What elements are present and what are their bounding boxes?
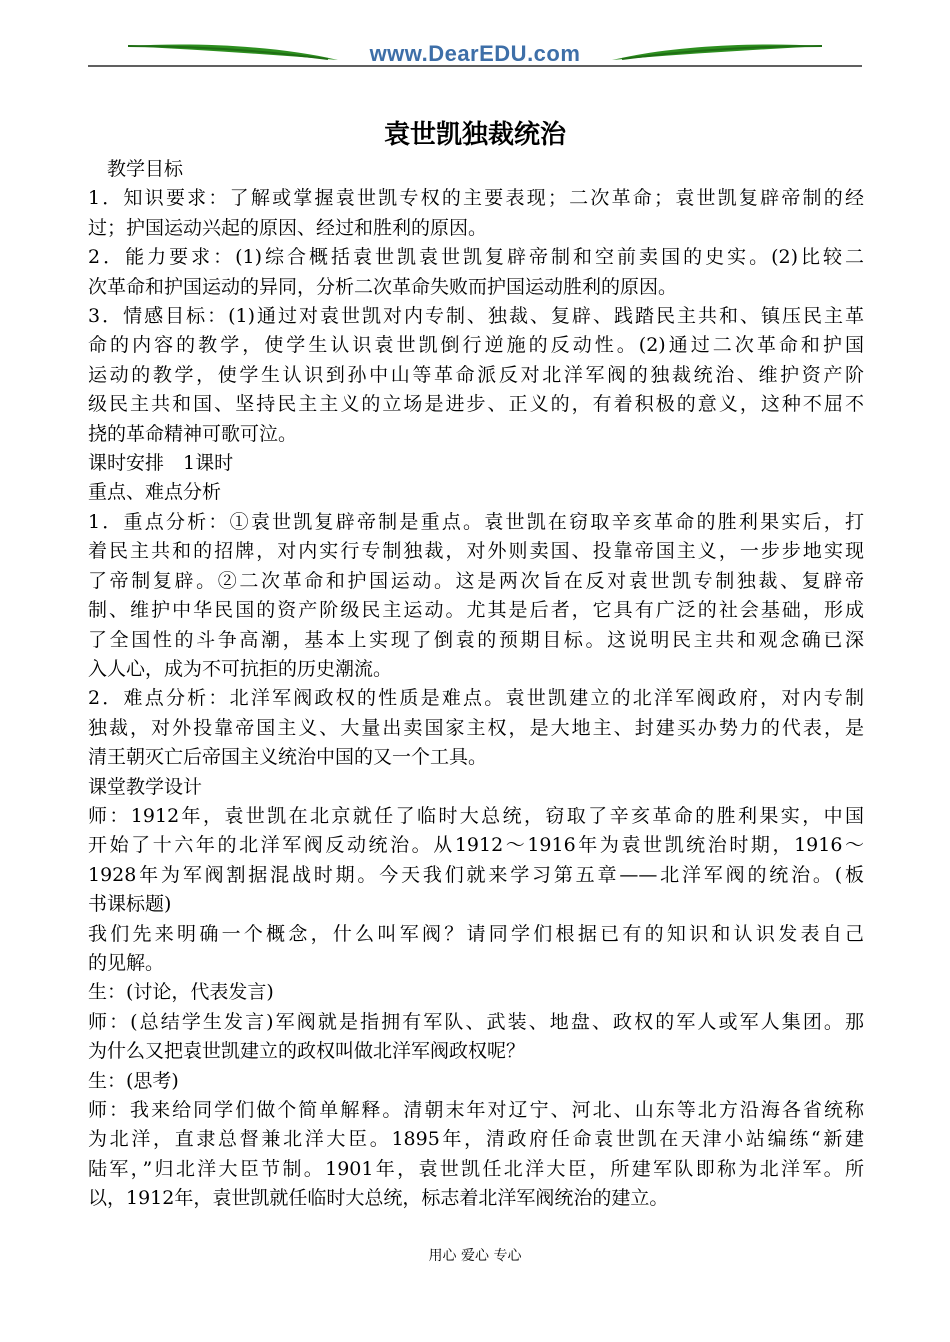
text-line: 生：(思考) xyxy=(88,1069,179,1092)
text-line: 1．重点分析：①袁世凯复辟帝制是重点。袁世凯在窃取辛亥革命的胜利果实后，打 xyxy=(88,510,864,533)
text-line: 1．知识要求：了解或掌握袁世凯专权的主要表现；二次革命；袁世凯复辟帝制的经 xyxy=(88,187,864,210)
text-line: 书课标题) xyxy=(88,893,172,916)
text-line: 我们先来明确一个概念，什么叫军阀？请同学们根据已有的知识和认识发表自己 xyxy=(88,922,864,945)
text-line: 了全国性的斗争高潮，基本上实现了倒袁的预期目标。这说明民主共和观念确已深 xyxy=(88,628,864,651)
text-line: 命的内容的教学，使学生认识袁世凯倒行逆施的反动性。(2)通过二次革命和护国 xyxy=(88,334,864,357)
text-line: 挠的革命精神可歌可泣。 xyxy=(88,422,298,445)
text-line: 2．难点分析：北洋军阀政权的性质是难点。袁世凯建立的北洋军阀政府，对内专制 xyxy=(88,687,864,710)
text-line: 2．能力要求：(1)综合概括袁世凯袁世凯复辟帝制和空前卖国的史实。(2)比较二 xyxy=(88,246,864,269)
text-line: 入人心，成为不可抗拒的历史潮流。 xyxy=(88,657,393,680)
text-line: 3．情感目标：(1)通过对袁世凯对内专制、独裁、复辟、践踏民主共和、镇压民主革 xyxy=(88,305,864,328)
text-line: 的见解。 xyxy=(88,951,165,974)
text-line: 以，1912年，袁世凯就任临时大总统，标志着北洋军阀统治的建立。 xyxy=(88,1187,669,1210)
text-line: 了帝制复辟。②二次革命和护国运动。这是两次旨在反对袁世凯专制独裁、复辟帝 xyxy=(88,569,864,592)
page-header xyxy=(88,34,862,74)
text-line: 课时安排 1课时 xyxy=(88,452,234,475)
text-line: 师：我来给同学们做个简单解释。清朝末年对辽宁、河北、山东等北方沿海各省统称 xyxy=(88,1099,864,1121)
text-line: 开始了十六年的北洋军阀反动统治。从1912～1916年为袁世凯统治时期，1916～ xyxy=(88,834,864,857)
text-line: 运动的教学，使学生认识到孙中山等革命派反对北洋军阀的独裁统治、维护资产阶 xyxy=(88,363,864,386)
text-line: 过；护国运动兴起的原因、经过和胜利的原因。 xyxy=(88,216,488,239)
page-footer: 用心 爱心 专心 xyxy=(428,1248,522,1264)
text-line: 制、维护中华民国的资产阶级民主运动。尤其是后者，它具有广泛的社会基础，形成 xyxy=(88,599,864,622)
text-line: 教学目标 xyxy=(88,158,184,180)
text-line: 次革命和护国运动的异同，分析二次革命失败而护国运动胜利的原因。 xyxy=(88,275,678,298)
text-line: 为什么又把袁世凯建立的政权叫做北洋军阀政权呢？ xyxy=(88,1040,526,1063)
text-line: 师：1912年，袁世凯在北京就任了临时大总统，窃取了辛亥革命的胜利果实，中国 xyxy=(88,804,864,827)
header-brand-text: www.DearEDU.com xyxy=(369,41,581,66)
text-line: 1928年为军阀割据混战时期。今天我们就来学习第五章——北洋军阀的统治。(板 xyxy=(88,863,864,886)
text-line: 独裁，对外投靠帝国主义、大量出卖国家主权，是大地主、封建买办势力的代表，是 xyxy=(88,716,864,739)
text-line: 着民主共和的招牌，对内实行专制独裁，对外则卖国、投靠帝国主义，一步步地实现 xyxy=(88,540,864,563)
text-line: 级民主共和国、坚持民主主义的立场是进步、正义的，有着积极的意义，这种不屈不 xyxy=(88,393,864,416)
text-line: 清王朝灭亡后帝国主义统治中国的又一个工具。 xyxy=(88,746,488,769)
text-line: 陆军，”归北洋大臣节制。1901年，袁世凯任北洋大臣，所建军队即称为北洋军。所 xyxy=(88,1157,864,1180)
text-line: 重点、难点分析 xyxy=(88,481,222,504)
document-body xyxy=(88,155,864,1214)
document-title: 袁世凯独裁统治 xyxy=(383,120,566,150)
text-line: 为北洋，直隶总督兼北洋大臣。1895年，清政府任命袁世凯在天津小站编练“新建 xyxy=(88,1128,864,1151)
text-line: 师：(总结学生发言)军阀就是指拥有军队、武装、地盘、政权的军人或军人集团。那 xyxy=(88,1010,864,1033)
text-line: 生：(讨论，代表发言) xyxy=(88,981,274,1004)
text-line: 课堂教学设计 xyxy=(88,775,203,798)
